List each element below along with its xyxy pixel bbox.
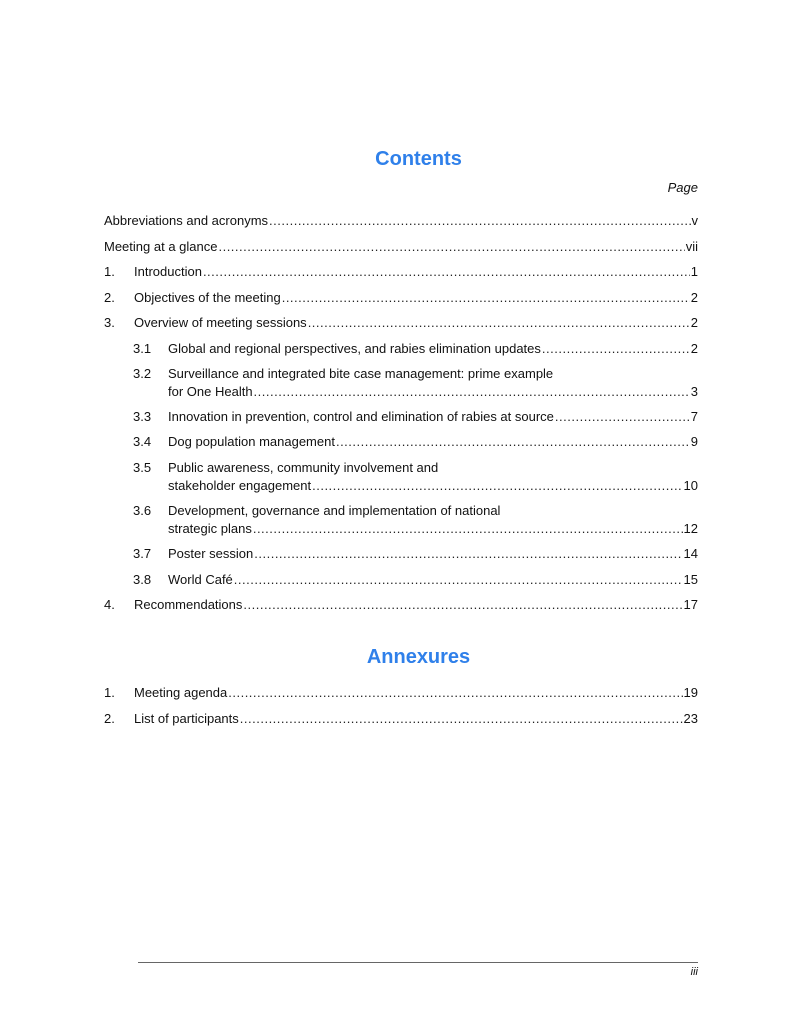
toc-page-number: 10 <box>683 478 698 493</box>
toc-entry[interactable] <box>104 264 698 280</box>
toc-number: 3.5 <box>133 460 152 475</box>
toc-entry[interactable] <box>104 213 698 229</box>
toc-page-number: 23 <box>683 711 698 726</box>
toc-leader <box>269 213 690 229</box>
toc-title: Dog population management <box>168 434 335 449</box>
toc-title-line1: Public awareness, community involvement and <box>168 460 439 475</box>
toc-number: 1. <box>104 264 115 279</box>
annex-entry[interactable] <box>104 685 698 701</box>
toc-leader <box>228 685 682 701</box>
toc-page-number: 17 <box>683 597 698 612</box>
footer-page-number: iii <box>690 966 698 978</box>
toc-leader <box>312 478 682 494</box>
toc-number: 3.7 <box>133 546 152 561</box>
toc-leader <box>243 597 682 613</box>
toc-title: World Café <box>168 572 233 587</box>
toc-page-number: 12 <box>683 521 698 536</box>
toc-page-number: 14 <box>683 546 698 561</box>
toc-leader <box>254 384 690 400</box>
toc-leader <box>218 239 684 255</box>
toc-page-number: 15 <box>683 572 698 587</box>
toc-leader <box>542 341 690 357</box>
toc-entry-first-line <box>104 366 553 382</box>
toc-title: Abbreviations and acronyms <box>104 213 269 228</box>
toc-page-number: v <box>691 213 698 228</box>
toc-entry[interactable] <box>104 597 698 613</box>
toc-leader <box>282 290 690 306</box>
toc-number: 3.3 <box>133 409 152 424</box>
annexures-heading: Annexures <box>366 646 471 668</box>
toc-leader <box>240 711 683 727</box>
toc-leader <box>253 521 683 537</box>
toc-number: 3.6 <box>133 503 152 518</box>
toc-leader <box>308 315 690 331</box>
toc-page-number: 19 <box>683 685 698 700</box>
toc-leader <box>336 434 690 450</box>
contents-heading: Contents <box>375 148 462 170</box>
toc-entry-first-line <box>104 503 500 519</box>
toc-entry[interactable] <box>104 290 698 306</box>
toc-title: Global and regional perspectives, and rabies elimination updates <box>168 341 541 356</box>
toc-title: Introduction <box>134 264 202 279</box>
toc-page-number: vii <box>685 239 698 254</box>
toc-entry[interactable] <box>104 572 698 588</box>
toc-entry[interactable] <box>104 384 698 400</box>
annex-entry[interactable] <box>104 711 698 727</box>
toc-title: stakeholder engagement <box>168 478 312 493</box>
toc-page-number: 7 <box>690 409 698 424</box>
toc-title: Overview of meeting sessions <box>134 315 307 330</box>
footer-divider <box>138 962 698 963</box>
toc-leader <box>555 409 690 425</box>
toc-number: 1. <box>104 685 115 700</box>
toc-number: 2. <box>104 290 115 305</box>
toc-title: for One Health <box>168 384 253 399</box>
toc-entry[interactable] <box>104 546 698 562</box>
toc-leader <box>203 264 690 280</box>
toc-number: 3. <box>104 315 115 330</box>
toc-page-number: 2 <box>690 290 698 305</box>
toc-page-number: 1 <box>690 264 698 279</box>
toc-leader <box>254 546 682 562</box>
toc-title: Meeting at a glance <box>104 239 218 254</box>
toc-entry[interactable] <box>104 341 698 357</box>
toc-page-number: 2 <box>690 315 698 330</box>
toc-leader <box>234 572 683 588</box>
toc-title: Meeting agenda <box>134 685 228 700</box>
toc-title-line1: Surveillance and integrated bite case management: prime example <box>168 366 554 381</box>
toc-number: 2. <box>104 711 115 726</box>
toc-entry[interactable] <box>104 521 698 537</box>
toc-title: Poster session <box>168 546 254 561</box>
toc-number: 3.2 <box>133 366 152 381</box>
toc-title: List of participants <box>134 711 239 726</box>
toc-entry[interactable] <box>104 434 698 450</box>
toc-title: Objectives of the meeting <box>134 290 281 305</box>
toc-title: Recommendations <box>134 597 243 612</box>
toc-number: 3.4 <box>133 434 152 449</box>
toc-entry-first-line <box>104 460 438 476</box>
toc-number: 4. <box>104 597 115 612</box>
toc-page-number: 9 <box>690 434 698 449</box>
toc-title: strategic plans <box>168 521 252 536</box>
toc-number: 3.8 <box>133 572 152 587</box>
toc-title-line1: Development, governance and implementation of national <box>168 503 501 518</box>
toc-title: Innovation in prevention, control and elimination of rabies at source <box>168 409 554 424</box>
toc-page-number: 2 <box>690 341 698 356</box>
toc-entry[interactable] <box>104 478 698 494</box>
toc-number: 3.1 <box>133 341 152 356</box>
page-column-label: Page <box>667 180 698 195</box>
toc-entry[interactable] <box>104 315 698 331</box>
toc-page-number: 3 <box>690 384 698 399</box>
toc-entry[interactable] <box>104 239 698 255</box>
toc-entry[interactable] <box>104 409 698 425</box>
